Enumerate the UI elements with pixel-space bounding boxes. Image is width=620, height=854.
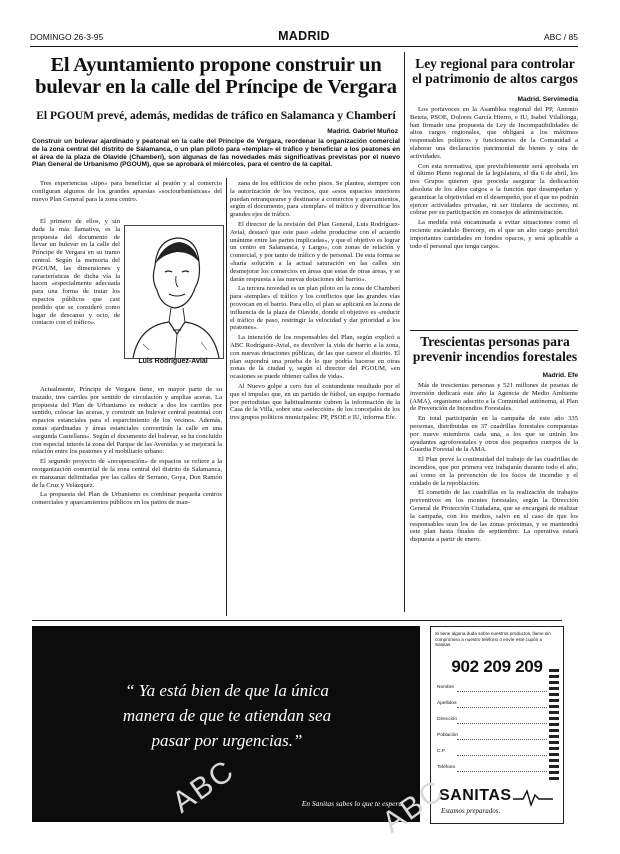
paragraph: Más de trescientas personas y 521 millones de pesetas de inversión dedicará este año la Agencia de Medio Ambiente (AMA), organismo adscrito a la Comunidad autónoma, al Plan de Prevención de Incendios Forestales.	[410, 382, 578, 413]
paragraph: Al Nuevo golpe a cero fue el contundente resultado por el que el impulso que, en un partido de fútbol, un equipo formado por periodistas que habitualmente cubren la información de la Casa de la Villa, sobre una «selección» de los concejales de los tres grupos políticos municipales: PP, PSOE e IU, informa Efe.	[230, 382, 400, 422]
ad-quote-line-2: manera de que te atiendan sea	[122, 706, 332, 725]
paragraph: La tercera novedad es un plan piloto en la zona de Chamberí para «templar» el tráfico y los conflictos que las grandes vías provocan en el barrio. Para ello, el plan se aplicará en la zona de influencia de la plaza de Olavide, donde el objetivo es «reducir el tráfico de paso, restringir la velocidad y dar prioridad a los peatones».	[230, 285, 400, 332]
paragraph: El director de la revisión del Plan General, Luis Rodríguez-Avial, destacó que este paso «debe producirse con el acuerdo unánime entre las partes implicadas», y que el objetivo es lograr un centro en Salamanca, y Largo», con zonas de relación y comercial, y por tanto de tráfico y de personal. De esta forma se «haría solución a la actual saturación en las calles sin desmejorar los comercios en áreas que estas de otras áreas, y se darán respuesta a las nuevas dotaciones del barrio».	[230, 220, 400, 283]
barcode-marks	[549, 669, 559, 783]
phone-number[interactable]: 902 209 209	[451, 657, 543, 676]
paragraph: Actualmente, Príncipe de Vergara tiene, en mayor parte de su trazado, tres carriles por sentido de circulación y amplias aceras. La propuesta del Plan de Urbanismo es reducir a dos los carriles por sentido, colocar las aceras, y construir un bulevar central peatonal con espacios estanciales para el esparcimiento de los vecinos. Además, zonas ajardinadas y áreas estanciales convertirán la calle en una «segunda Castellana». Según el documento del bulevar, se ha concluido con especial interés la zona del Parque de las Avenidas y se mejorará la relación entre los peatones y el mobiliario urbano.	[32, 386, 222, 456]
main-byline: Madrid. Gabriel Muñoz	[327, 128, 398, 135]
ad-quote-line-1: “ Ya está bien de que la única	[125, 681, 329, 700]
side-article-1-body	[410, 106, 578, 328]
main-lead: Construir un bulevar ajardinado y peatonal en la calle del Príncipe de Vergara, reordenar la organización comercial de la zona central del distrito de Salamanca, o un plan piloto para «templar» el tráfico y beneficiar a los peatones en el área de la plaza de Olavide (Chamberí), son algunas de las novedades más significativas previstas por el nuevo Plan General de Urbanismo (PGOUM), que se aprobará el miércoles, para el centro de la capital.	[32, 138, 400, 169]
main-headline	[32, 54, 400, 98]
side-headline-2: Trescientas personas para prevenir incendios forestales	[412, 334, 578, 364]
paragraph: El cometido de las cuadrillas es la realización de trabajos preventivos en los montes forestales, según la Dirección General de Protección Ciudadana, que se encargará de realizar la campaña, con los medios, salvo en el caso de que los responsables sean los de las zonas próximas, y se mantendrá este plan hasta finales de septiembre. La operativa estará dispuesta a partir de enero.	[410, 489, 578, 544]
main-subtitle: El PGOUM prevé, además, medidas de tráfico en Salamanca y Chamberí	[36, 110, 396, 122]
section-title: MADRID	[278, 29, 330, 43]
field-label: Teléfono	[437, 765, 456, 770]
paragraph: La propuesta del Plan de Urbanismo es combinar pequeña centros comerciales y aparcamientos públicos en los patios de man-	[32, 491, 222, 507]
field-line[interactable]	[457, 723, 547, 724]
issue-date: DOMINGO 26-3-95	[30, 32, 104, 42]
article-divider	[410, 330, 578, 331]
ad-slogan: Estamos preparados.	[441, 807, 501, 815]
paragraph: La intención de los responsables del Plan, según explicó a ABC Rodríguez-Avial, es devolver la vida de barrio a la zona, con nuevas dotaciones públicas, de las que carece el distrito. El plan supondrá una prueba de lo que podría hacerse en otras zonas de la ciudad y, según el director del PGOUM, «en ocasiones se puede obtener calles de vida».	[230, 334, 400, 381]
side-article-2-body	[410, 382, 578, 618]
paragraph: El segundo proyecto de «recuperación» de espacios se refiere a la reorganización comercial de la zona central del distrito de Salamanca, es manzanas delimitadas por las calles de Serrano, Goya, Don Ramón de la Cruz y Velázquez.	[32, 458, 222, 489]
heartbeat-icon	[513, 787, 553, 807]
page-header	[30, 30, 578, 47]
watermark: ABC	[166, 753, 241, 820]
ad-rule	[32, 620, 562, 621]
ad-vertical-credit: SANITAS 1995	[29, 770, 34, 802]
paragraph: La medida está encaminada a evitar situaciones como el reciente escándalo Ibercorp, en el que un alto cargo percibió importantes cantidades en fondos opacos, y será aplicable a todo el personal que tenga cargos.	[410, 219, 578, 250]
field-line[interactable]	[457, 755, 547, 756]
field-line[interactable]	[457, 771, 547, 772]
field-line[interactable]	[457, 691, 547, 692]
column-divider	[404, 52, 405, 612]
side-byline-1: Madrid. Servimedia	[517, 96, 578, 103]
field-label: C.P.	[437, 749, 446, 754]
main-col1-rest	[32, 386, 222, 618]
main-col1-wrap	[32, 218, 120, 384]
paragraph: El Plan prevé la continuidad del trabajo de las cuadrillas de incendios, que por primera vez trabajarán durante todo el año, así como en la prevención de los focos de incendio y el cuidado de la repoblación.	[410, 456, 578, 487]
portrait-photo	[124, 225, 224, 359]
sanitas-advertisement	[29, 626, 420, 822]
paragraph: En total participarán en la campaña de este año 335 personas, distribuidas en 37 cuadrillas forestales compuestas por nueve miembros cada una, a los que se unirán los ayudantes agroforestales y otros dos pequeños cuerpos de la Guardia Forestal de la AMA.	[410, 415, 578, 454]
ad-quote	[72, 678, 382, 753]
paragraph: Los portavoces en la Asamblea regional del PP, Antonio Beteta, PSOE, Dolores García Hierro, e IU, Isabel Vilallonga, han firmado una propuesta de Ley de Incompatibilidades de altos cargos regionales, que obligará a los máximos responsables políticos y funcionarios de la Comunidad a elaborar una declaración patrimonial de bienes y otra de actividades.	[410, 106, 578, 160]
headline-line-1: El Ayuntamiento propone construir un	[50, 54, 382, 76]
watermark: ABC	[376, 773, 451, 840]
headline-line-2: bulevar en la calle del Príncipe de Vergara	[35, 76, 397, 98]
field-label: Dirección	[437, 717, 457, 722]
paragraph: Tres experiencias «tipo» para beneficiar al peatón y al comercio configuran algunos de los grandes apuestas «sociourbanísticas» del nuevo Plan General para la zona centro.	[32, 180, 222, 203]
ad-signature: En Sanitas sabes lo que te espera.	[301, 799, 404, 808]
portrait-drawing	[125, 226, 223, 358]
main-col2	[230, 180, 400, 618]
field-line[interactable]	[457, 739, 547, 740]
side-byline-2: Madrid. Efe	[542, 372, 578, 379]
field-label: Apellidos	[437, 701, 457, 706]
side-headline-1: Ley regional para controlar el patrimonio de altos cargos	[412, 56, 578, 86]
photo-caption: Luis Rodríguez-Avial	[138, 358, 208, 365]
column-divider	[226, 178, 227, 616]
paragraph: Con esta normativa, que previsiblemente será aprobada en el último Pleno regional de la legislatura, el día 6 de abril, los tres Grupos quieren que proceda asegurar la dedicación absoluta de los altos cargos a la función que desempeñan y garantizar la objetividad en el desempeño, por el que no podrán ejercer actividades privadas, ni ser titulares de acciones, ni cobrar por su participación en consejos de administración.	[410, 162, 578, 217]
ad-coupon	[430, 626, 564, 824]
page-number: ABC / 85	[543, 32, 578, 42]
paragraph: El primero de ellos, y sin duda la más llamativa, es la propuesta del documento de llevar un bulevar en la calle del Príncipe de Vergara en su tramo central. Según la memoria del PGOUM, las dimensiones y características de dicha vía la hacen «especialmente adecuada para una forma de tratar los espacios públicos que casi perdido que se consideró como lugar de descanso y ocio, de contacto con el tráfico».	[32, 218, 120, 327]
paragraph: zana de los edificios de ocho pisos. Se plantea, siempre con la autorización de los vecinos, que «esos espacios interiores puedan retranquearse y destinarse a comercios y aparcamientos, según el documento, para «templar» el tráfico y diversificar los grandes ejes de tráfico.	[230, 180, 400, 219]
coupon-intro: Si tiene alguna duda sobre nuestros productos, llame sin compromiso a nuestro teléfono o envíe este cupón a Sanitas.	[435, 631, 551, 648]
field-line[interactable]	[457, 707, 547, 708]
field-label: Nombre	[437, 685, 455, 690]
ad-quote-line-3: pasar por urgencias.”	[151, 731, 303, 750]
field-label: Población	[437, 733, 459, 738]
sanitas-logo: SANITAS	[439, 787, 512, 804]
main-col1-intro	[32, 180, 222, 216]
